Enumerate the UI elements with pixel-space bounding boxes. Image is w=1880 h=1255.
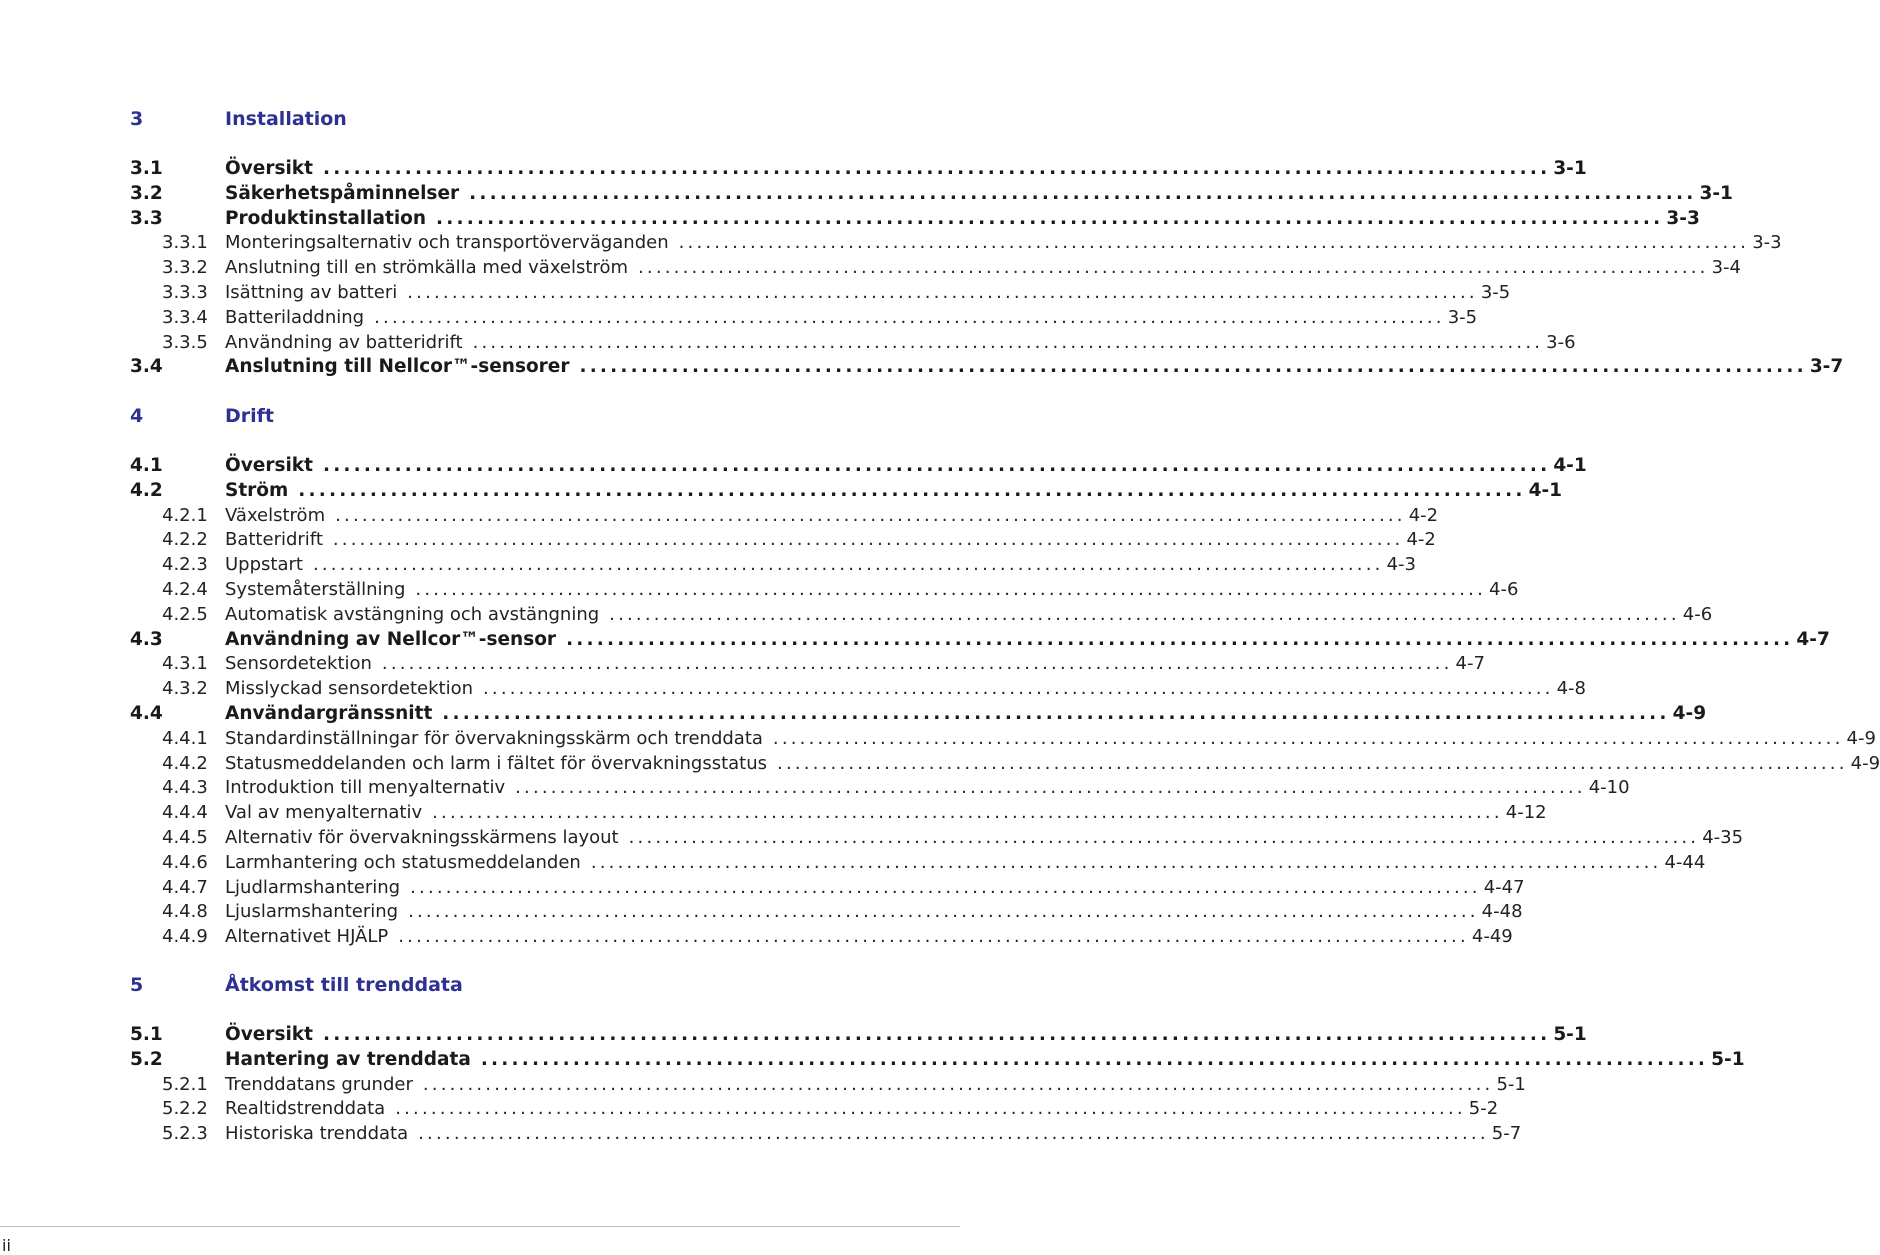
entry-number: 4.2.3: [162, 554, 208, 576]
entry-title: Ström: [225, 479, 298, 503]
toc-subsection-entry[interactable]: [0, 281, 1511, 305]
entry-page-number: 4-2: [1406, 504, 1438, 528]
dot-leader: ........................................................................................................................: [332, 529, 1404, 551]
entry-number: 5.2: [130, 1048, 163, 1070]
dot-leader: ........................................................................................................................: [777, 752, 1848, 774]
entry-number: 3.1: [130, 158, 163, 179]
dot-leader: ........................................................................................................................: [322, 455, 1551, 476]
entry-title: Översikt: [225, 157, 323, 181]
dot-leader: ........................................................................................................................: [422, 1073, 1494, 1095]
entry-number: 4.4.1: [162, 727, 208, 749]
toc-subsection-entry[interactable]: [0, 876, 1525, 900]
entry-title: Alternativet HJÄLP: [225, 925, 398, 949]
entry-page-number: 3-1: [1550, 157, 1586, 181]
dot-leader: ........................................................................................................................: [312, 554, 1384, 576]
entry-page-number: 4-7: [1793, 628, 1829, 652]
entry-title: Automatisk avstängning och avstängning: [225, 603, 609, 627]
entry-number: 4.3: [130, 628, 163, 650]
toc-subsection-entry[interactable]: [0, 1073, 1526, 1097]
entry-title: Användargränssnitt: [225, 702, 442, 726]
entry-number: 5.2.2: [162, 1098, 208, 1120]
toc-subsection-entry[interactable]: [0, 306, 1478, 330]
toc-subsection-entry[interactable]: [0, 578, 1519, 602]
entry-number: 4.4: [130, 703, 163, 724]
toc-subsection-entry[interactable]: [0, 752, 1880, 776]
entry-title: Larmhantering och statusmeddelanden: [225, 851, 591, 875]
entry-title: Anslutning till Nellcor™-sensorer: [225, 355, 579, 379]
entry-page-number: 4-12: [1503, 801, 1547, 825]
entry-page-number: 4-47: [1481, 876, 1525, 900]
entry-page-number: 3-1: [1696, 182, 1732, 206]
dot-leader: ........................................................................................................................: [515, 777, 1586, 799]
dot-leader: ........................................................................................................................: [678, 232, 1750, 254]
entry-page-number: 4-6: [1680, 603, 1712, 627]
toc-subsection-entry[interactable]: [0, 925, 1513, 949]
toc-subsection-entry[interactable]: [0, 504, 1439, 528]
entry-page-number: 5-1: [1493, 1073, 1525, 1097]
dot-leader: ........................................................................................................................: [395, 1098, 1466, 1120]
toc-subsection-entry[interactable]: [0, 553, 1416, 577]
entry-number: 4.3.2: [162, 678, 208, 700]
chapter-title: Åtkomst till trenddata: [225, 974, 463, 996]
toc-subsection-entry[interactable]: [0, 826, 1744, 850]
entry-page-number: 5-7: [1489, 1122, 1521, 1146]
chapter-heading[interactable]: [130, 401, 830, 431]
toc-subsection-entry[interactable]: [0, 727, 1876, 751]
entry-page-number: 4-49: [1469, 925, 1513, 949]
entry-title: Monteringsalternativ och transportöverväganden: [225, 231, 679, 255]
dot-leader: ........................................................................................................................: [772, 727, 1844, 749]
toc-section-entry[interactable]: [0, 628, 1830, 652]
entry-title: Standardinställningar för övervakningsskärm och trenddata: [225, 727, 773, 751]
chapter-number: 5: [130, 974, 144, 996]
toc-subsection-entry[interactable]: [0, 801, 1547, 825]
dot-leader: ........................................................................................................................: [432, 802, 1503, 824]
dot-leader: ........................................................................................................................: [298, 479, 1526, 501]
entry-number: 3.3.5: [162, 331, 208, 353]
entry-page-number: 4-3: [1384, 553, 1416, 577]
entry-number: 3.3.1: [162, 232, 208, 254]
entry-number: 3.3.2: [162, 257, 208, 279]
entry-page-number: 3-6: [1543, 331, 1575, 355]
footer-page-number: ii: [2, 1236, 11, 1255]
entry-page-number: 4-6: [1486, 578, 1518, 602]
entry-number: 4.4.7: [162, 876, 208, 898]
entry-page-number: 4-9: [1670, 702, 1706, 726]
entry-page-number: 4-9: [1844, 727, 1876, 751]
entry-title: Trenddatans grunder: [225, 1073, 423, 1097]
entry-title: Batteriladdning: [225, 306, 374, 330]
dot-leader: ........................................................................................................................: [407, 282, 1478, 303]
dot-leader: ........................................................................................................................: [442, 703, 1670, 724]
entry-title: Uppstart: [225, 553, 313, 577]
toc-subsection-entry[interactable]: [0, 677, 1587, 701]
entry-page-number: 5-2: [1466, 1097, 1498, 1121]
entry-title: Introduktion till menyalternativ: [225, 776, 515, 800]
dot-leader: ........................................................................................................................: [408, 901, 1479, 923]
entry-title: Växelström: [225, 504, 335, 528]
entry-number: 4.4.8: [162, 901, 208, 923]
dot-leader: ........................................................................................................................: [381, 653, 1453, 675]
entry-page-number: 4-8: [1554, 677, 1586, 701]
entry-title: Val av menyalternativ: [225, 801, 432, 825]
entry-page-number: 5-1: [1550, 1023, 1586, 1047]
entry-title: Alternativ för övervakningsskärmens layout: [225, 826, 629, 850]
entry-title: Misslyckad sensordetektion: [225, 677, 483, 701]
toc-subsection-entry[interactable]: [0, 603, 1713, 627]
entry-number: 4.2.1: [162, 504, 208, 526]
dot-leader: ........................................................................................................................: [609, 603, 1680, 625]
entry-title: Produktinstallation: [225, 207, 436, 231]
entry-title: Sensordetektion: [225, 652, 382, 676]
entry-title: Batteridrift: [225, 528, 333, 552]
entry-page-number: 4-9: [1848, 752, 1880, 776]
entry-page-number: 4-2: [1403, 528, 1435, 552]
entry-number: 4.2.4: [162, 579, 208, 600]
dot-leader: ........................................................................................................................: [436, 207, 1664, 229]
entry-page-number: 4-48: [1479, 900, 1523, 924]
entry-page-number: 5-1: [1708, 1048, 1744, 1072]
chapter-number: 3: [130, 108, 144, 130]
entry-number: 4.1: [130, 455, 163, 476]
entry-page-number: 3-3: [1749, 231, 1781, 255]
entry-number: 3.2: [130, 182, 163, 204]
chapter-number: 4: [130, 405, 144, 427]
toc-section-entry[interactable]: [0, 207, 1700, 231]
toc-subsection-entry[interactable]: [0, 256, 1742, 280]
entry-number: 4.4.6: [162, 851, 208, 873]
entry-number: 4.4.5: [162, 827, 208, 848]
entry-title: Ljudlarmshantering: [225, 876, 410, 900]
entry-page-number: 4-1: [1550, 454, 1586, 478]
entry-number: 5.2.1: [162, 1073, 208, 1095]
entry-title: Statusmeddelanden och larm i fältet för övervakningsstatus: [225, 752, 777, 776]
dot-leader: ........................................................................................................................: [480, 1048, 1709, 1070]
entry-title: Isättning av batteri: [225, 281, 407, 305]
dot-leader: ........................................................................................................................: [472, 331, 1544, 353]
entry-number: 4.2: [130, 479, 163, 501]
entry-title: Historiska trenddata: [225, 1122, 418, 1146]
entry-title: Ljuslarmshantering: [225, 900, 408, 924]
entry-page-number: 4-44: [1661, 851, 1705, 875]
entry-number: 3.3.3: [162, 282, 208, 303]
toc-subsection-entry[interactable]: [0, 851, 1706, 875]
dot-leader: ........................................................................................................................: [374, 306, 1445, 328]
toc-subsection-entry[interactable]: [0, 1122, 1522, 1146]
entry-page-number: 4-7: [1453, 652, 1485, 676]
toc-subsection-entry[interactable]: [0, 331, 1576, 355]
entry-title: Systemåterställning: [225, 578, 415, 602]
dot-leader: ........................................................................................................................: [628, 827, 1700, 848]
toc-section-entry[interactable]: [0, 182, 1733, 206]
toc-subsection-entry[interactable]: [0, 776, 1630, 800]
entry-number: 4.4.9: [162, 926, 208, 948]
chapter-heading[interactable]: [130, 104, 830, 134]
entry-number: 5.1: [130, 1024, 163, 1045]
entry-number: 4.3.1: [162, 653, 208, 675]
dot-leader: ........................................................................................................................: [590, 851, 1662, 873]
toc-subsection-entry[interactable]: [0, 231, 1782, 255]
chapter-heading[interactable]: [130, 970, 830, 1000]
entry-title: Användning av batteridrift: [225, 331, 473, 355]
toc-section-entry[interactable]: [0, 1023, 1587, 1047]
entry-number: 3.3.4: [162, 306, 208, 328]
entry-page-number: 4-1: [1526, 479, 1562, 503]
dot-leader: ........................................................................................................................: [483, 678, 1554, 700]
dot-leader: ........................................................................................................................: [322, 1024, 1551, 1045]
toc-subsection-entry[interactable]: [0, 900, 1523, 924]
toc-section-entry[interactable]: [0, 157, 1587, 181]
dot-leader: ........................................................................................................................: [415, 579, 1487, 600]
entry-number: 4.4.4: [162, 802, 208, 824]
dot-leader: ........................................................................................................................: [418, 1123, 1489, 1145]
entry-number: 3.4: [130, 356, 163, 378]
entry-title: Anslutning till en strömkälla med växelström: [225, 256, 638, 280]
entry-number: 4.4.3: [162, 777, 208, 799]
entry-page-number: 3-7: [1807, 355, 1843, 379]
entry-title: Säkerhetspåminnelser: [225, 182, 469, 206]
entry-number: 4.4.2: [162, 752, 208, 774]
dot-leader: ........................................................................................................................: [566, 628, 1794, 650]
toc-section-entry[interactable]: [0, 355, 1844, 379]
entry-page-number: 3-4: [1709, 256, 1741, 280]
entry-title: Realtidstrenddata: [225, 1097, 395, 1121]
entry-title: Hantering av trenddata: [225, 1048, 481, 1072]
entry-number: 3.3: [130, 207, 163, 229]
toc-section-entry[interactable]: [0, 479, 1563, 503]
entry-page-number: 4-35: [1699, 826, 1743, 850]
entry-title: Översikt: [225, 1023, 323, 1047]
dot-leader: ........................................................................................................................: [410, 876, 1481, 898]
dot-leader: ........................................................................................................................: [335, 504, 1406, 526]
chapter-title: Drift: [225, 405, 275, 427]
toc-section-entry[interactable]: [0, 454, 1587, 478]
entry-title: Översikt: [225, 454, 323, 478]
toc-section-entry[interactable]: [0, 1048, 1745, 1072]
entry-number: 5.2.3: [162, 1123, 208, 1145]
toc-subsection-entry[interactable]: [0, 1097, 1499, 1121]
dot-leader: ........................................................................................................................: [579, 356, 1807, 378]
entry-title: Användning av Nellcor™-sensor: [225, 628, 566, 652]
entry-number: 4.2.2: [162, 529, 208, 551]
dot-leader: ........................................................................................................................: [638, 257, 1709, 279]
toc-section-entry[interactable]: [0, 702, 1707, 726]
dot-leader: ........................................................................................................................: [398, 926, 1469, 948]
entry-page-number: 3-3: [1663, 207, 1699, 231]
dot-leader: ........................................................................................................................: [469, 182, 1697, 204]
entry-page-number: 4-10: [1586, 776, 1630, 800]
entry-page-number: 3-5: [1478, 281, 1510, 305]
toc-subsection-entry[interactable]: [0, 528, 1436, 552]
entry-page-number: 3-5: [1445, 306, 1477, 330]
dot-leader: ........................................................................................................................: [322, 158, 1551, 179]
toc-subsection-entry[interactable]: [0, 652, 1485, 676]
chapter-title: Installation: [225, 108, 347, 130]
footer-divider: [0, 1226, 960, 1227]
entry-number: 4.2.5: [162, 603, 208, 625]
